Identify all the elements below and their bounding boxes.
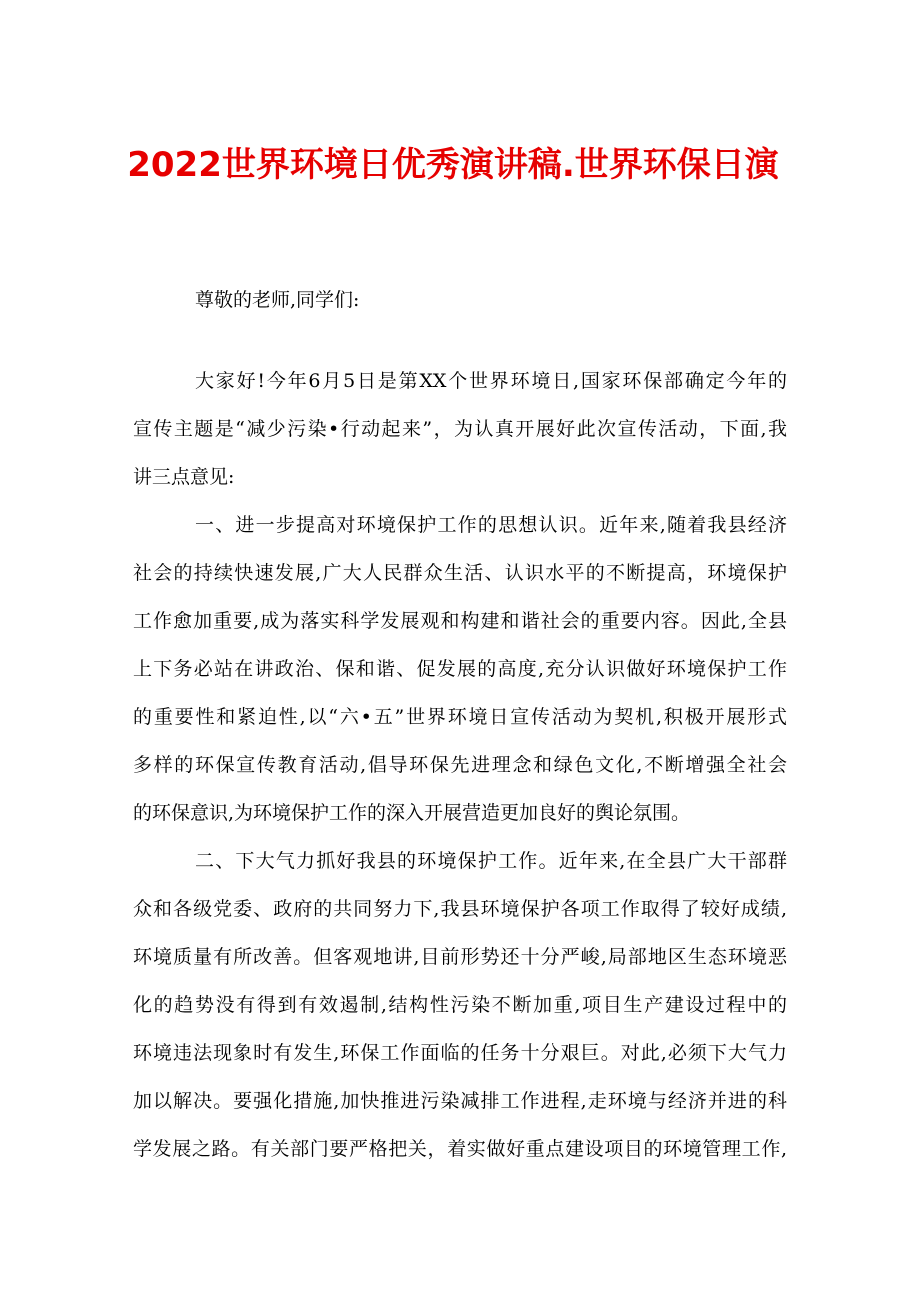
paragraph-intro: [133, 357, 787, 501]
text-line: 的环保意识,为环境保护工作的深入开展营造更加良好的舆论氛围。: [133, 802, 691, 824]
text-line: 工作愈加重要,成为落实科学发展观和构建和谐社会的重要内容。因此,全县: [133, 610, 787, 632]
text-line: 讲三点意见:: [133, 466, 235, 488]
text-line: 多样的环保宣传教育活动,倡导环保先进理念和绿色文化,不断增强全社会: [133, 754, 787, 776]
text-line: 宣传主题是“减少污染•行动起来”，为认真开展好此次宣传活动，下面,我: [133, 418, 787, 440]
document-body: [133, 276, 787, 1173]
text-line: 学发展之路。有关部门要严格把关，着实做好重点建设项目的环境管理工作,: [133, 1138, 787, 1160]
text-line: 社会的持续快速发展,广大人民群众生活、认识水平的不断提高，环境保护: [133, 562, 787, 584]
text-line: 加以解决。要强化措施,加快推进污染减排工作进程,走环境与经济并进的科: [133, 1090, 787, 1112]
text-line: 大家好!今年6月5日是第XX个世界环境日,国家环保部确定今年的: [195, 370, 787, 392]
text-line: 环境质量有所改善。但客观地讲,目前形势还十分严峻,局部地区生态环境恶: [133, 946, 787, 968]
text-line: 尊敬的老师,同学们:: [195, 289, 360, 311]
text-line: 众和各级党委、政府的共同努力下,我县环境保护各项工作取得了较好成绩,: [133, 898, 787, 920]
text-line: 一、进一步提高对环境保护工作的思想认识。近年来,随着我县经济: [195, 514, 787, 536]
paragraph-greeting: [133, 276, 787, 324]
text-line: 环境违法现象时有发生,环保工作面临的任务十分艰巨。对此,必须下大气力: [133, 1042, 787, 1064]
paragraph-point-2: [133, 837, 787, 1173]
text-line: 化的趋势没有得到有效遏制,结构性污染不断加重,项目生产建设过程中的: [133, 994, 787, 1016]
text-line: 上下务必站在讲政治、保和谐、促发展的高度,充分认识做好环境保护工作: [133, 658, 787, 680]
page-title: 2022世界环境日优秀演讲稿.世界环保日演: [127, 145, 779, 185]
text-line: 的重要性和紧迫性,以“六•五”世界环境日宣传活动为契机,积极开展形式: [133, 706, 787, 728]
paragraph-point-1: [133, 501, 787, 837]
text-line: 二、下大气力抓好我县的环境保护工作。近年来,在全县广大干部群: [195, 850, 787, 872]
